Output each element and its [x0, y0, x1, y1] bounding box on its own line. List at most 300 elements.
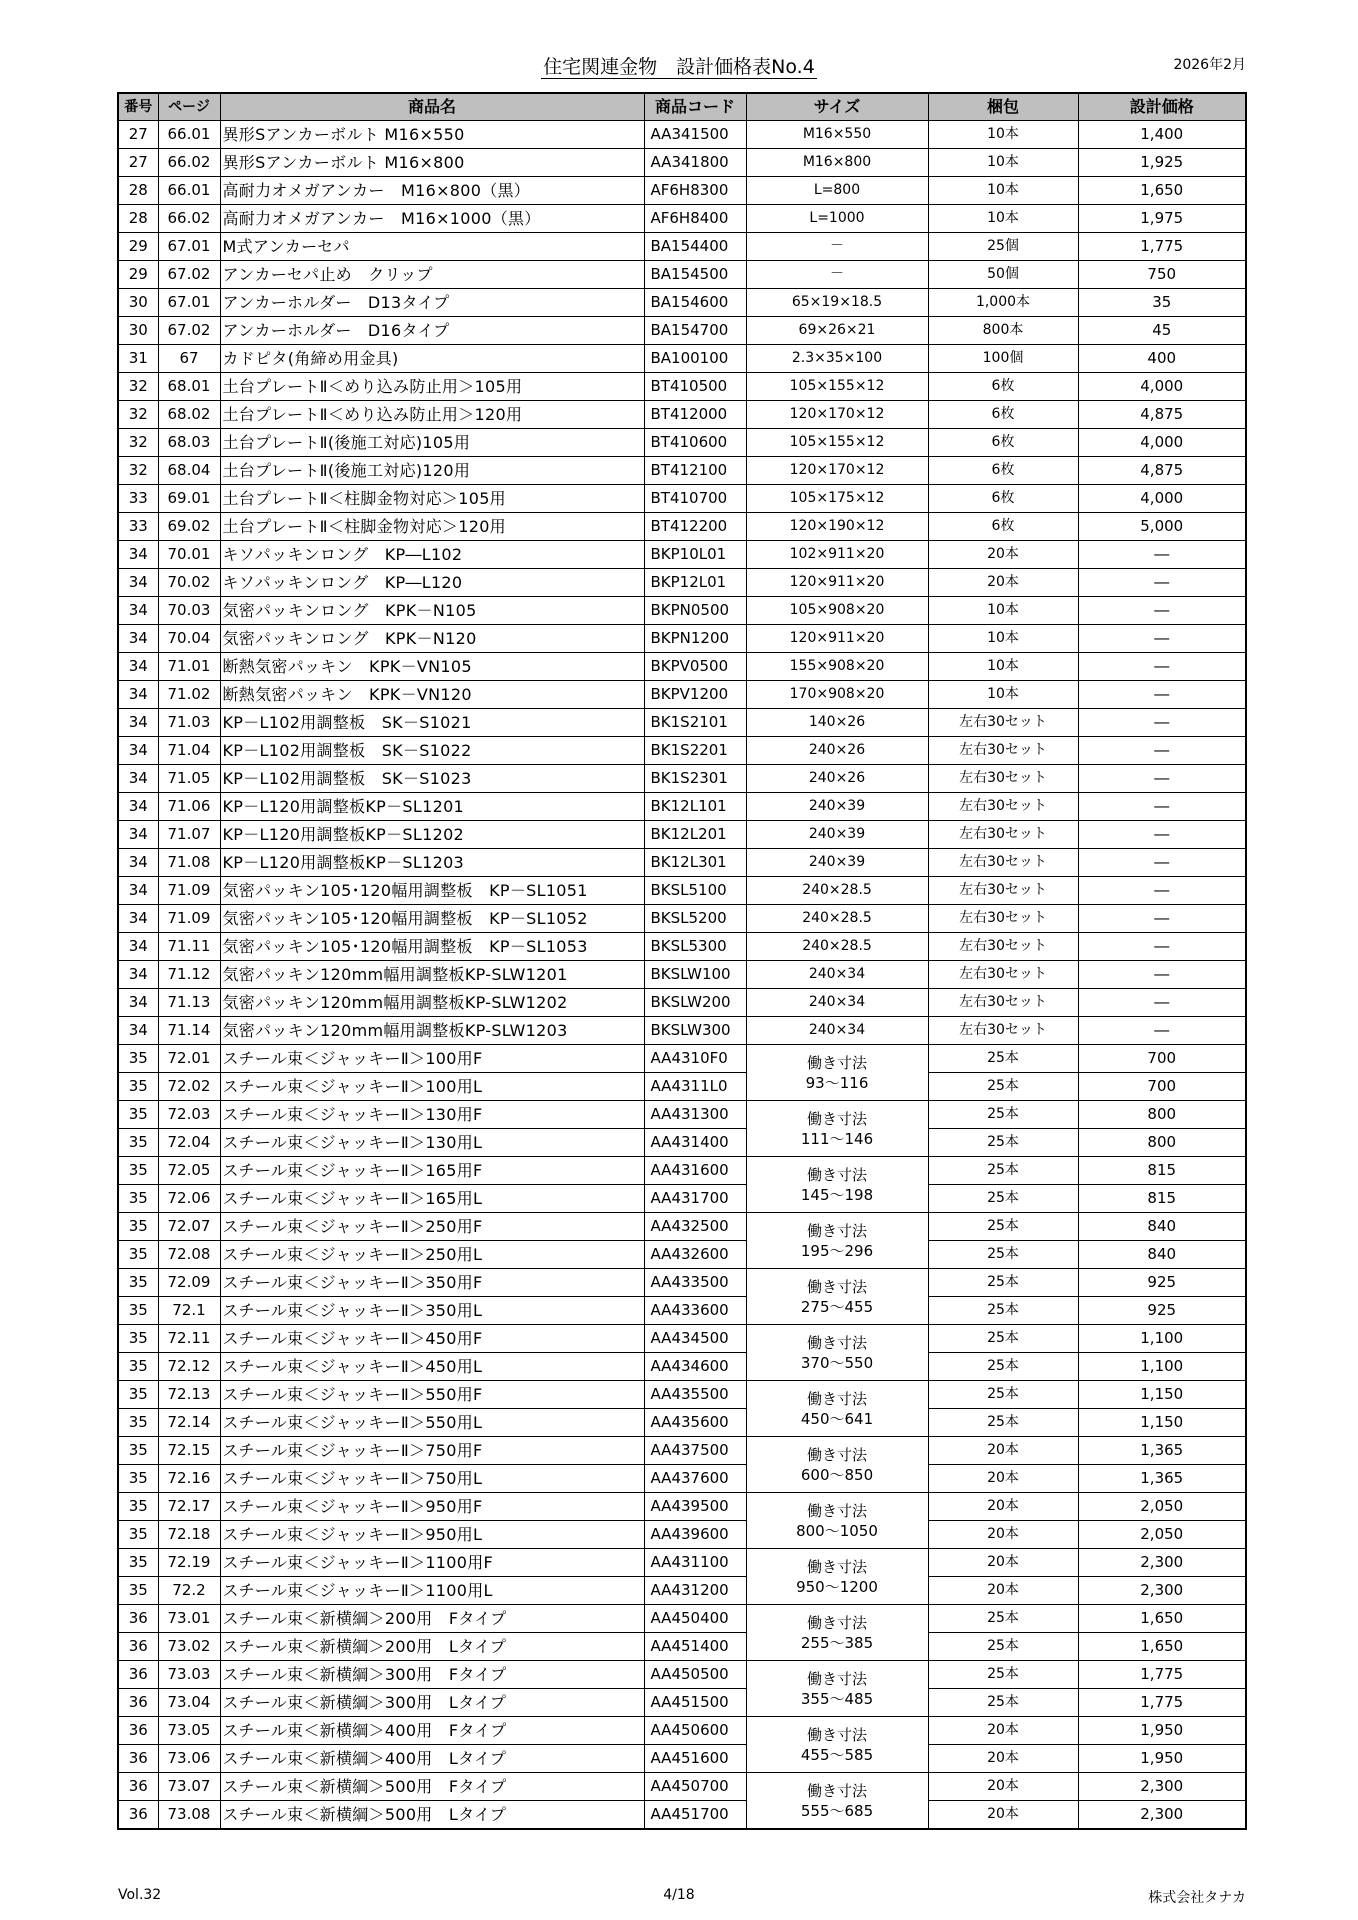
cell-number: 35	[118, 1549, 158, 1577]
cell-package: 10本	[928, 625, 1078, 653]
cell-size: 140×26	[746, 709, 928, 737]
table-row	[118, 1661, 1246, 1689]
cell-page: 73.05	[158, 1717, 220, 1745]
cell-page: 66.01	[158, 121, 220, 149]
cell-product-code: AA439500	[644, 1493, 746, 1521]
table-row	[118, 1409, 1246, 1437]
table-row	[118, 737, 1246, 765]
cell-price: 750	[1078, 261, 1246, 289]
cell-price: ―	[1078, 961, 1246, 989]
cell-package: 50個	[928, 261, 1078, 289]
cell-product-name: スチール束＜ジャッキーⅡ＞550用F	[220, 1381, 644, 1409]
cell-size: 240×28.5	[746, 933, 928, 961]
cell-product-code: AA433500	[644, 1269, 746, 1297]
cell-package: 左右30セット	[928, 709, 1078, 737]
table-row	[118, 1101, 1246, 1129]
cell-package: 10本	[928, 149, 1078, 177]
size-label: 働き寸法	[806, 1501, 867, 1520]
cell-package: 左右30セット	[928, 793, 1078, 821]
cell-size	[746, 1493, 928, 1549]
cell-price: 925	[1078, 1269, 1246, 1297]
size-range: 450～641	[800, 1409, 874, 1428]
cell-page: 72.13	[158, 1381, 220, 1409]
cell-price: ―	[1078, 905, 1246, 933]
table-row	[118, 989, 1246, 1017]
cell-price: 2,300	[1078, 1549, 1246, 1577]
cell-number: 35	[118, 1213, 158, 1241]
col-header-page: ページ	[158, 93, 220, 121]
table-row	[118, 317, 1246, 345]
cell-page: 72.18	[158, 1521, 220, 1549]
table-row	[118, 289, 1246, 317]
cell-package: 20本	[928, 1465, 1078, 1493]
cell-size: 2.3×35×100	[746, 345, 928, 373]
cell-number: 34	[118, 625, 158, 653]
cell-price: 1,775	[1078, 233, 1246, 261]
cell-package: 20本	[928, 1577, 1078, 1605]
cell-size: 120×170×12	[746, 401, 928, 429]
cell-product-code: BKSLW200	[644, 989, 746, 1017]
cell-number: 33	[118, 485, 158, 513]
cell-size: 105×155×12	[746, 429, 928, 457]
cell-price: 1,365	[1078, 1465, 1246, 1493]
cell-size: 120×190×12	[746, 513, 928, 541]
cell-page: 71.09	[158, 877, 220, 905]
cell-page: 68.04	[158, 457, 220, 485]
cell-price: 1,950	[1078, 1745, 1246, 1773]
cell-product-code: BA154400	[644, 233, 746, 261]
cell-product-name: 気密パッキン105･120幅用調整板 KP－SL1053	[220, 933, 644, 961]
size-label: 働き寸法	[806, 1669, 867, 1688]
cell-number: 34	[118, 933, 158, 961]
cell-package: 左右30セット	[928, 849, 1078, 877]
cell-page: 70.01	[158, 541, 220, 569]
cell-product-name: スチール束＜新横綱＞300用 Lタイプ	[220, 1689, 644, 1717]
cell-product-code: BT412000	[644, 401, 746, 429]
table-body	[118, 121, 1246, 1830]
cell-product-name: 異形Sアンカーボルト M16×800	[220, 149, 644, 177]
cell-product-name: 気密パッキン105･120幅用調整板 KP－SL1052	[220, 905, 644, 933]
cell-number: 35	[118, 1101, 158, 1129]
cell-package: 左右30セット	[928, 821, 1078, 849]
table-row	[118, 261, 1246, 289]
page-title: 住宅関連金物 設計価格表No.4	[543, 56, 815, 78]
cell-package: 10本	[928, 681, 1078, 709]
cell-product-name: M式アンカーセパ	[220, 233, 644, 261]
table-row	[118, 821, 1246, 849]
cell-product-name: 土台プレートⅡ(後施工対応)120用	[220, 457, 644, 485]
table-row	[118, 1549, 1246, 1577]
cell-product-code: AA435600	[644, 1409, 746, 1437]
table-row	[118, 1689, 1246, 1717]
table-row	[118, 905, 1246, 933]
cell-product-code: AA434600	[644, 1353, 746, 1381]
size-range: 111～146	[800, 1129, 874, 1148]
cell-number: 35	[118, 1241, 158, 1269]
cell-page: 67.01	[158, 289, 220, 317]
cell-size: 69×26×21	[746, 317, 928, 345]
cell-number: 36	[118, 1661, 158, 1689]
cell-product-code: AA431400	[644, 1129, 746, 1157]
cell-product-code: BK1S2301	[644, 765, 746, 793]
cell-number: 34	[118, 793, 158, 821]
cell-number: 35	[118, 1353, 158, 1381]
size-label: 働き寸法	[806, 1725, 867, 1744]
cell-size: 120×170×12	[746, 457, 928, 485]
cell-size	[746, 1381, 928, 1437]
cell-number: 34	[118, 709, 158, 737]
cell-number: 36	[118, 1801, 158, 1830]
cell-number: 28	[118, 177, 158, 205]
cell-page: 73.07	[158, 1773, 220, 1801]
cell-page: 68.03	[158, 429, 220, 457]
cell-product-name: 土台プレートⅡ(後施工対応)105用	[220, 429, 644, 457]
cell-size: －	[746, 233, 928, 261]
cell-page: 70.03	[158, 597, 220, 625]
cell-package: 20本	[928, 569, 1078, 597]
cell-product-name: 気密パッキン120mm幅用調整板KP-SLW1201	[220, 961, 644, 989]
cell-price: 925	[1078, 1297, 1246, 1325]
cell-package: 左右30セット	[928, 933, 1078, 961]
table-row	[118, 1129, 1246, 1157]
cell-package: 25本	[928, 1241, 1078, 1269]
table-row	[118, 1381, 1246, 1409]
cell-size	[746, 1773, 928, 1830]
cell-number: 35	[118, 1073, 158, 1101]
cell-product-name: KP－L102用調整板 SK－S1023	[220, 765, 644, 793]
cell-package: 20本	[928, 1493, 1078, 1521]
cell-product-name: アンカーホルダー D16タイプ	[220, 317, 644, 345]
cell-package: 25本	[928, 1409, 1078, 1437]
cell-size: 240×39	[746, 793, 928, 821]
cell-price: 2,300	[1078, 1577, 1246, 1605]
cell-number: 35	[118, 1381, 158, 1409]
cell-package: 25本	[928, 1661, 1078, 1689]
cell-price: ―	[1078, 793, 1246, 821]
cell-product-code: AA341500	[644, 121, 746, 149]
cell-product-name: KP－L120用調整板KP－SL1201	[220, 793, 644, 821]
cell-number: 35	[118, 1269, 158, 1297]
cell-page: 71.04	[158, 737, 220, 765]
cell-number: 35	[118, 1045, 158, 1073]
cell-product-code: AA433600	[644, 1297, 746, 1325]
cell-package: 左右30セット	[928, 765, 1078, 793]
cell-package: 20本	[928, 541, 1078, 569]
cell-number: 31	[118, 345, 158, 373]
cell-size	[746, 1437, 928, 1493]
cell-number: 36	[118, 1689, 158, 1717]
cell-price: 1,150	[1078, 1381, 1246, 1409]
size-range: 455～585	[800, 1745, 874, 1764]
cell-package: 20本	[928, 1717, 1078, 1745]
cell-number: 35	[118, 1577, 158, 1605]
cell-price: 4,000	[1078, 485, 1246, 513]
cell-price: 1,400	[1078, 121, 1246, 149]
table-row	[118, 1017, 1246, 1045]
table-row	[118, 1577, 1246, 1605]
cell-product-name: 気密パッキンロング KPK－N105	[220, 597, 644, 625]
cell-price: 2,300	[1078, 1801, 1246, 1830]
cell-number: 36	[118, 1745, 158, 1773]
table-row	[118, 1213, 1246, 1241]
cell-page: 71.07	[158, 821, 220, 849]
cell-product-name: スチール束＜ジャッキーⅡ＞1100用L	[220, 1577, 644, 1605]
cell-product-code: AA431600	[644, 1157, 746, 1185]
cell-product-name: 気密パッキン120mm幅用調整板KP-SLW1203	[220, 1017, 644, 1045]
cell-size: 240×34	[746, 1017, 928, 1045]
cell-price: 815	[1078, 1185, 1246, 1213]
table-row	[118, 1325, 1246, 1353]
size-label: 働き寸法	[806, 1109, 867, 1128]
cell-number: 35	[118, 1325, 158, 1353]
cell-price: 1,150	[1078, 1409, 1246, 1437]
cell-price: ―	[1078, 737, 1246, 765]
cell-product-code: BKSL5300	[644, 933, 746, 961]
cell-number: 34	[118, 653, 158, 681]
cell-page: 73.04	[158, 1689, 220, 1717]
table-row	[118, 1493, 1246, 1521]
cell-page: 68.02	[158, 401, 220, 429]
cell-product-code: BKSL5100	[644, 877, 746, 905]
cell-product-code: AA4310F0	[644, 1045, 746, 1073]
cell-product-name: スチール束＜ジャッキーⅡ＞350用L	[220, 1297, 644, 1325]
cell-page: 71.11	[158, 933, 220, 961]
cell-page: 67	[158, 345, 220, 373]
cell-product-name: スチール束＜新横綱＞200用 Lタイプ	[220, 1633, 644, 1661]
cell-number: 33	[118, 513, 158, 541]
cell-package: 左右30セット	[928, 989, 1078, 1017]
table-row	[118, 1773, 1246, 1801]
cell-product-name: キソパッキンロング KP―L120	[220, 569, 644, 597]
cell-page: 72.17	[158, 1493, 220, 1521]
cell-size	[746, 1717, 928, 1773]
cell-product-name: スチール束＜ジャッキーⅡ＞750用F	[220, 1437, 644, 1465]
cell-price: 1,650	[1078, 177, 1246, 205]
cell-package: 25本	[928, 1213, 1078, 1241]
cell-product-code: AA435500	[644, 1381, 746, 1409]
cell-price: 800	[1078, 1129, 1246, 1157]
cell-page: 71.09	[158, 905, 220, 933]
cell-product-code: AA451500	[644, 1689, 746, 1717]
table-row	[118, 513, 1246, 541]
cell-product-name: 高耐力オメガアンカー M16×1000（黒）	[220, 205, 644, 233]
cell-price: 45	[1078, 317, 1246, 345]
cell-product-code: BKP10L01	[644, 541, 746, 569]
cell-package: 25本	[928, 1073, 1078, 1101]
cell-page: 72.07	[158, 1213, 220, 1241]
cell-product-code: AA341800	[644, 149, 746, 177]
cell-page: 67.02	[158, 317, 220, 345]
table-row	[118, 429, 1246, 457]
size-range: 355～485	[800, 1689, 874, 1708]
cell-number: 34	[118, 765, 158, 793]
table-row	[118, 681, 1246, 709]
cell-package: 25本	[928, 1101, 1078, 1129]
cell-package: 10本	[928, 653, 1078, 681]
cell-package: 20本	[928, 1745, 1078, 1773]
cell-product-name: キソパッキンロング KP―L102	[220, 541, 644, 569]
cell-size: M16×800	[746, 149, 928, 177]
table-row	[118, 1437, 1246, 1465]
cell-product-code: AA432500	[644, 1213, 746, 1241]
cell-number: 34	[118, 821, 158, 849]
cell-number: 36	[118, 1773, 158, 1801]
cell-number: 35	[118, 1465, 158, 1493]
cell-product-code: AA434500	[644, 1325, 746, 1353]
cell-product-code: AA431300	[644, 1101, 746, 1129]
cell-number: 34	[118, 1017, 158, 1045]
cell-number: 29	[118, 233, 158, 261]
cell-price: ―	[1078, 569, 1246, 597]
cell-package: 25本	[928, 1353, 1078, 1381]
cell-size	[746, 1269, 928, 1325]
size-range: 950～1200	[796, 1577, 878, 1596]
cell-price: 1,775	[1078, 1689, 1246, 1717]
cell-package: 6枚	[928, 513, 1078, 541]
cell-size: 240×28.5	[746, 877, 928, 905]
cell-product-name: スチール束＜ジャッキーⅡ＞250用F	[220, 1213, 644, 1241]
cell-size: －	[746, 261, 928, 289]
table-row	[118, 933, 1246, 961]
cell-product-code: BK12L201	[644, 821, 746, 849]
cell-product-code: AA432600	[644, 1241, 746, 1269]
cell-product-code: BT410600	[644, 429, 746, 457]
cell-size: L=1000	[746, 205, 928, 233]
cell-page: 72.1	[158, 1297, 220, 1325]
cell-product-code: AA450600	[644, 1717, 746, 1745]
cell-price: 1,100	[1078, 1353, 1246, 1381]
cell-product-code: AA451600	[644, 1745, 746, 1773]
cell-price: 1,100	[1078, 1325, 1246, 1353]
cell-package: 25本	[928, 1157, 1078, 1185]
cell-product-name: KP－L102用調整板 SK－S1022	[220, 737, 644, 765]
cell-package: 20本	[928, 1549, 1078, 1577]
cell-product-code: AA431700	[644, 1185, 746, 1213]
cell-package: 1,000本	[928, 289, 1078, 317]
cell-number: 34	[118, 905, 158, 933]
cell-page: 69.01	[158, 485, 220, 513]
cell-price: ―	[1078, 625, 1246, 653]
cell-product-name: 土台プレートⅡ＜めり込み防止用＞120用	[220, 401, 644, 429]
cell-price: ―	[1078, 1017, 1246, 1045]
cell-product-code: BKPV0500	[644, 653, 746, 681]
cell-price: 840	[1078, 1241, 1246, 1269]
cell-price: 2,050	[1078, 1493, 1246, 1521]
cell-package: 800本	[928, 317, 1078, 345]
size-label: 働き寸法	[806, 1221, 867, 1240]
col-header-code: 商品コード	[644, 93, 746, 121]
table-row	[118, 849, 1246, 877]
cell-number: 29	[118, 261, 158, 289]
cell-number: 32	[118, 457, 158, 485]
cell-number: 35	[118, 1297, 158, 1325]
table-row	[118, 541, 1246, 569]
cell-price: ―	[1078, 541, 1246, 569]
cell-page: 73.03	[158, 1661, 220, 1689]
cell-product-name: スチール束＜ジャッキーⅡ＞165用L	[220, 1185, 644, 1213]
cell-product-code: BKP12L01	[644, 569, 746, 597]
cell-product-code: BK1S2201	[644, 737, 746, 765]
cell-price: ―	[1078, 849, 1246, 877]
cell-package: 25本	[928, 1129, 1078, 1157]
cell-price: 4,000	[1078, 429, 1246, 457]
cell-package: 25個	[928, 233, 1078, 261]
cell-price: 35	[1078, 289, 1246, 317]
cell-product-name: スチール束＜ジャッキーⅡ＞130用F	[220, 1101, 644, 1129]
cell-product-name: スチール束＜ジャッキーⅡ＞165用F	[220, 1157, 644, 1185]
cell-size: 240×28.5	[746, 905, 928, 933]
table-row	[118, 569, 1246, 597]
table-row	[118, 401, 1246, 429]
cell-page: 72.01	[158, 1045, 220, 1073]
cell-size: 65×19×18.5	[746, 289, 928, 317]
cell-package: 20本	[928, 1521, 1078, 1549]
cell-size: 240×39	[746, 849, 928, 877]
table-row	[118, 373, 1246, 401]
table-row	[118, 233, 1246, 261]
cell-product-code: AA437600	[644, 1465, 746, 1493]
cell-product-name: アンカーセパ止め クリップ	[220, 261, 644, 289]
cell-page: 73.06	[158, 1745, 220, 1773]
cell-product-code: AF6H8400	[644, 205, 746, 233]
cell-package: 20本	[928, 1437, 1078, 1465]
table-row	[118, 177, 1246, 205]
cell-price: ―	[1078, 877, 1246, 905]
cell-size: 120×911×20	[746, 569, 928, 597]
table-row	[118, 1633, 1246, 1661]
table-row	[118, 1717, 1246, 1745]
cell-page: 72.19	[158, 1549, 220, 1577]
cell-number: 28	[118, 205, 158, 233]
table-row	[118, 1073, 1246, 1101]
cell-price: 4,000	[1078, 373, 1246, 401]
cell-package: 10本	[928, 597, 1078, 625]
cell-size: L=800	[746, 177, 928, 205]
cell-number: 34	[118, 541, 158, 569]
size-label: 働き寸法	[806, 1613, 867, 1632]
cell-product-code: BK1S2101	[644, 709, 746, 737]
cell-number: 34	[118, 737, 158, 765]
cell-package: 25本	[928, 1381, 1078, 1409]
table-row	[118, 709, 1246, 737]
cell-product-name: スチール束＜ジャッキーⅡ＞350用F	[220, 1269, 644, 1297]
cell-package: 10本	[928, 177, 1078, 205]
cell-product-code: AF6H8300	[644, 177, 746, 205]
cell-product-name: スチール束＜ジャッキーⅡ＞750用L	[220, 1465, 644, 1493]
cell-size: 105×908×20	[746, 597, 928, 625]
cell-product-code: BA154700	[644, 317, 746, 345]
cell-number: 35	[118, 1437, 158, 1465]
cell-number: 32	[118, 401, 158, 429]
cell-product-name: KP－L102用調整板 SK－S1021	[220, 709, 644, 737]
size-range: 255～385	[800, 1633, 874, 1652]
cell-price: 1,925	[1078, 149, 1246, 177]
cell-product-name: 断熱気密パッキン KPK－VN120	[220, 681, 644, 709]
cell-product-name: KP－L120用調整板KP－SL1203	[220, 849, 644, 877]
cell-package: 左右30セット	[928, 737, 1078, 765]
cell-page: 72.02	[158, 1073, 220, 1101]
cell-price: 815	[1078, 1157, 1246, 1185]
cell-number: 27	[118, 121, 158, 149]
table-row	[118, 149, 1246, 177]
table-row	[118, 1269, 1246, 1297]
size-label: 働き寸法	[806, 1557, 867, 1576]
cell-package: 25本	[928, 1185, 1078, 1213]
cell-product-name: スチール束＜新横綱＞500用 Lタイプ	[220, 1801, 644, 1830]
cell-product-code: BT410700	[644, 485, 746, 513]
cell-number: 32	[118, 429, 158, 457]
cell-product-name: スチール束＜ジャッキーⅡ＞250用L	[220, 1241, 644, 1269]
